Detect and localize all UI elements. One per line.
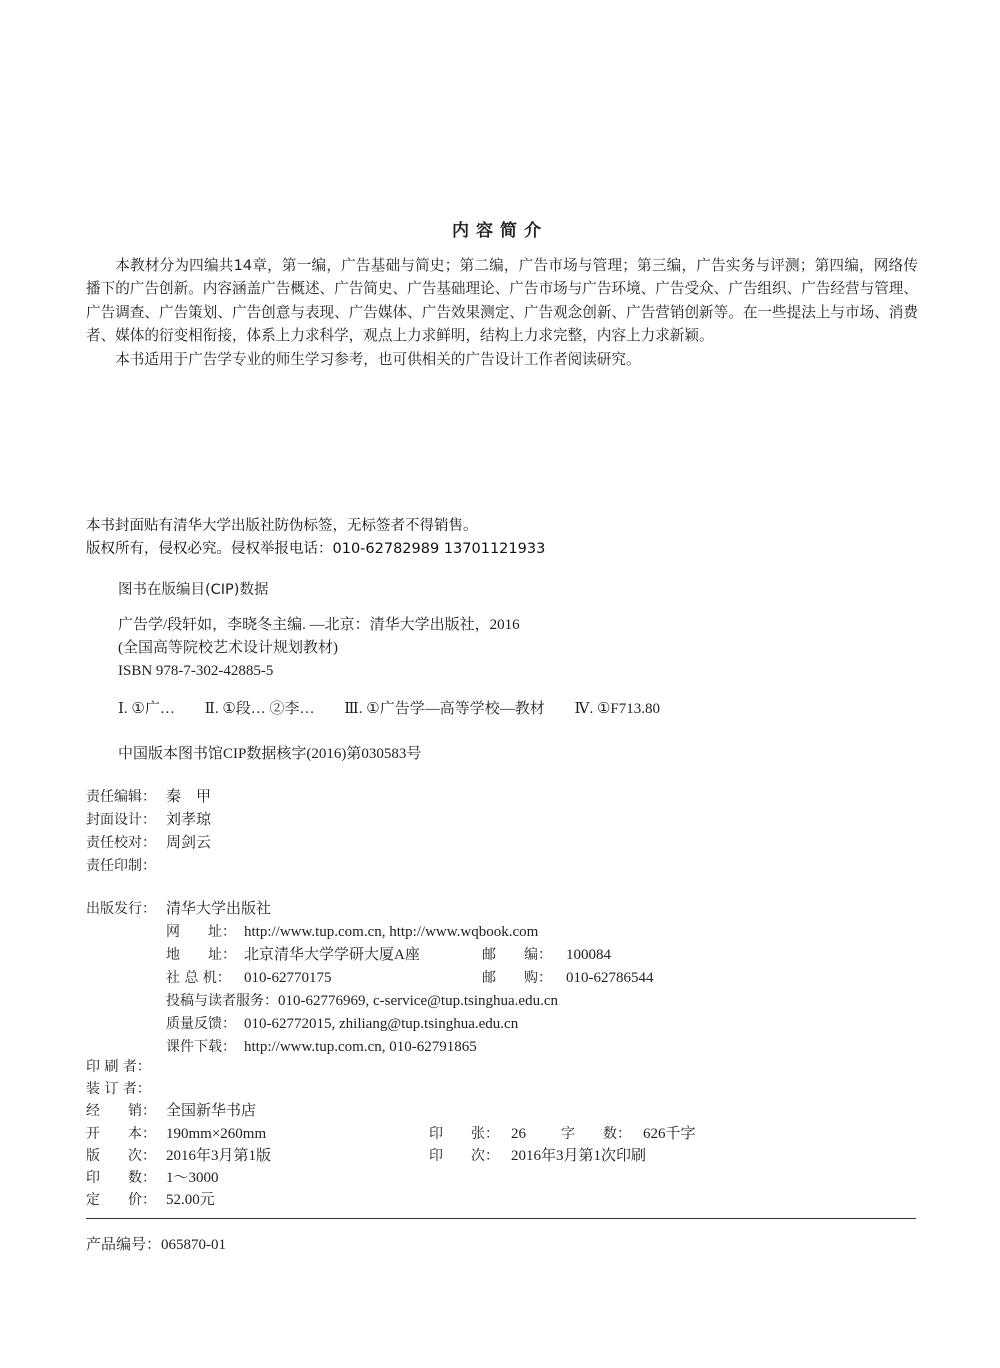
format-row	[86, 1123, 696, 1145]
website-row	[86, 921, 654, 944]
feedback-row	[86, 1013, 654, 1036]
switchboard-row	[86, 967, 654, 990]
cip-series-line: (全国高等院校艺术设计规划教材)	[118, 640, 338, 656]
address-row	[86, 944, 654, 967]
postcode-label: 邮 编：	[482, 947, 552, 963]
sheets-value: 26	[511, 1125, 526, 1142]
price-row	[86, 1189, 696, 1211]
staff-label: 封面设计：	[86, 812, 156, 828]
publisher-info	[86, 898, 654, 1059]
format-label: 开 本：	[86, 1125, 156, 1142]
staff-label: 责任校对：	[86, 835, 156, 851]
edition-label: 版 次：	[86, 1147, 156, 1164]
anti-counterfeit-notice: 本书封面贴有清华大学出版社防伪标签，无标签者不得销售。	[86, 518, 478, 534]
piracy-report-notice: 版权所有，侵权必究。侵权举报电话：010-62782989 13701121933	[86, 541, 546, 557]
staff-row-proofreader	[86, 832, 211, 855]
submission-value: 010-62776969, c-service@tup.tsinghua.edu.cn	[278, 993, 558, 1009]
staff-row-printing	[86, 855, 211, 878]
publisher-name: 清华大学出版社	[166, 901, 272, 917]
divider	[86, 1218, 916, 1219]
format-value: 190mm×260mm	[166, 1125, 267, 1142]
address-label: 地 址：	[166, 947, 236, 963]
feedback-label: 质量反馈：	[166, 1016, 236, 1032]
printer-label: 印 刷 者：	[86, 1059, 151, 1075]
sheets-label: 印 张：	[429, 1125, 499, 1142]
copies-label: 印 数：	[86, 1170, 156, 1187]
download-value: http://www.tup.com.cn, 010-62791865	[244, 1039, 477, 1055]
classification-item: Ⅱ. ①段… ②李…	[204, 701, 315, 717]
copyright-notice	[86, 515, 545, 561]
submission-label: 投稿与读者服务：	[166, 993, 278, 1009]
classification-item: Ⅰ. ①广…	[118, 701, 175, 717]
staff-value: 周剑云	[166, 835, 212, 851]
printer-row	[86, 1056, 696, 1078]
product-code: 产品编号：065870-01	[86, 1237, 226, 1253]
classification-item: Ⅲ. ①广告学—高等学校—教材	[344, 701, 545, 717]
cip-number: 中国版本图书馆CIP数据核字(2016)第030583号	[118, 746, 422, 762]
price-label: 定 价：	[86, 1192, 156, 1209]
staff-row-cover-design	[86, 809, 211, 832]
address-value: 北京清华大学学研大厦A座	[244, 947, 420, 963]
copies-row	[86, 1167, 696, 1189]
feedback-value: 010-62772015, zhiliang@tup.tsinghua.edu.cn	[244, 1016, 519, 1032]
cip-title-line: 广告学/段轩如，李晓冬主编. —北京：清华大学出版社，2016	[118, 617, 520, 633]
staff-row-editor	[86, 786, 211, 809]
price-value: 52.00元	[166, 1192, 215, 1209]
edition-value: 2016年3月第1版	[166, 1147, 272, 1164]
staff-value: 秦 甲	[166, 789, 212, 805]
submission-row	[86, 990, 654, 1013]
switchboard-label: 社 总 机：	[166, 970, 231, 986]
publisher-row	[86, 898, 654, 921]
words-label: 字 数：	[561, 1125, 631, 1142]
words-value: 626千字	[643, 1125, 696, 1142]
classification-item: Ⅳ. ①F713.80	[574, 701, 660, 717]
introduction	[86, 254, 918, 371]
postcode-value: 100084	[566, 947, 611, 963]
intro-paragraph-2: 本书适用于广告学专业的师生学习参考，也可供相关的广告设计工作者阅读研究。	[115, 350, 641, 368]
section-title: 内容简介	[452, 221, 548, 241]
cip-isbn: ISBN 978-7-302-42885-5	[118, 663, 274, 679]
distributor-row	[86, 1100, 696, 1122]
cip-classification	[118, 697, 686, 718]
cip-record	[118, 614, 520, 683]
mailorder-value: 010-62786544	[566, 970, 654, 986]
distributor-label: 经 销：	[86, 1103, 156, 1120]
website-label: 网 址：	[166, 924, 236, 940]
distributor-value: 全国新华书店	[166, 1103, 257, 1120]
edition-row	[86, 1145, 696, 1167]
publisher-label: 出版发行：	[86, 901, 156, 917]
staff-value: 刘孝琼	[166, 812, 212, 828]
switchboard-value: 010-62770175	[244, 970, 332, 986]
staff-list	[86, 786, 211, 878]
binder-row	[86, 1078, 696, 1100]
mailorder-label: 邮 购：	[482, 970, 552, 986]
intro-paragraph-1: 本教材分为四编共14章，第一编，广告基础与简史；第二编，广告市场与管理；第三编，广告实务与评测；第四编，网络传播下的广告创新。内容涵盖广告概述、广告简史、广告基础理论、广告市场与广告环境、广告受众、广告组织、广告经营与管理、广告调查、广告策划、广告创意与表现、广告媒体、广告效果测定、广告观念创新、广告营销创新等。在一些提法上与市场、消费者、媒体的衍变相衔接，体系上力求科学，观点上力求鲜明，结构上力求完整，内容上力求新颖。	[86, 257, 918, 345]
staff-label: 责任编辑：	[86, 789, 156, 805]
book-specs	[86, 1056, 696, 1211]
website-value: http://www.tup.com.cn, http://www.wqbook.com	[244, 924, 539, 940]
cip-heading: 图书在版编目(CIP)数据	[118, 582, 269, 598]
copies-value: 1～3000	[166, 1170, 219, 1187]
staff-label: 责任印制：	[86, 858, 156, 874]
impression-label: 印 次：	[429, 1147, 499, 1164]
binder-label: 装 订 者：	[86, 1081, 151, 1098]
download-label: 课件下载：	[166, 1039, 236, 1055]
impression-value: 2016年3月第1次印刷	[511, 1147, 647, 1164]
